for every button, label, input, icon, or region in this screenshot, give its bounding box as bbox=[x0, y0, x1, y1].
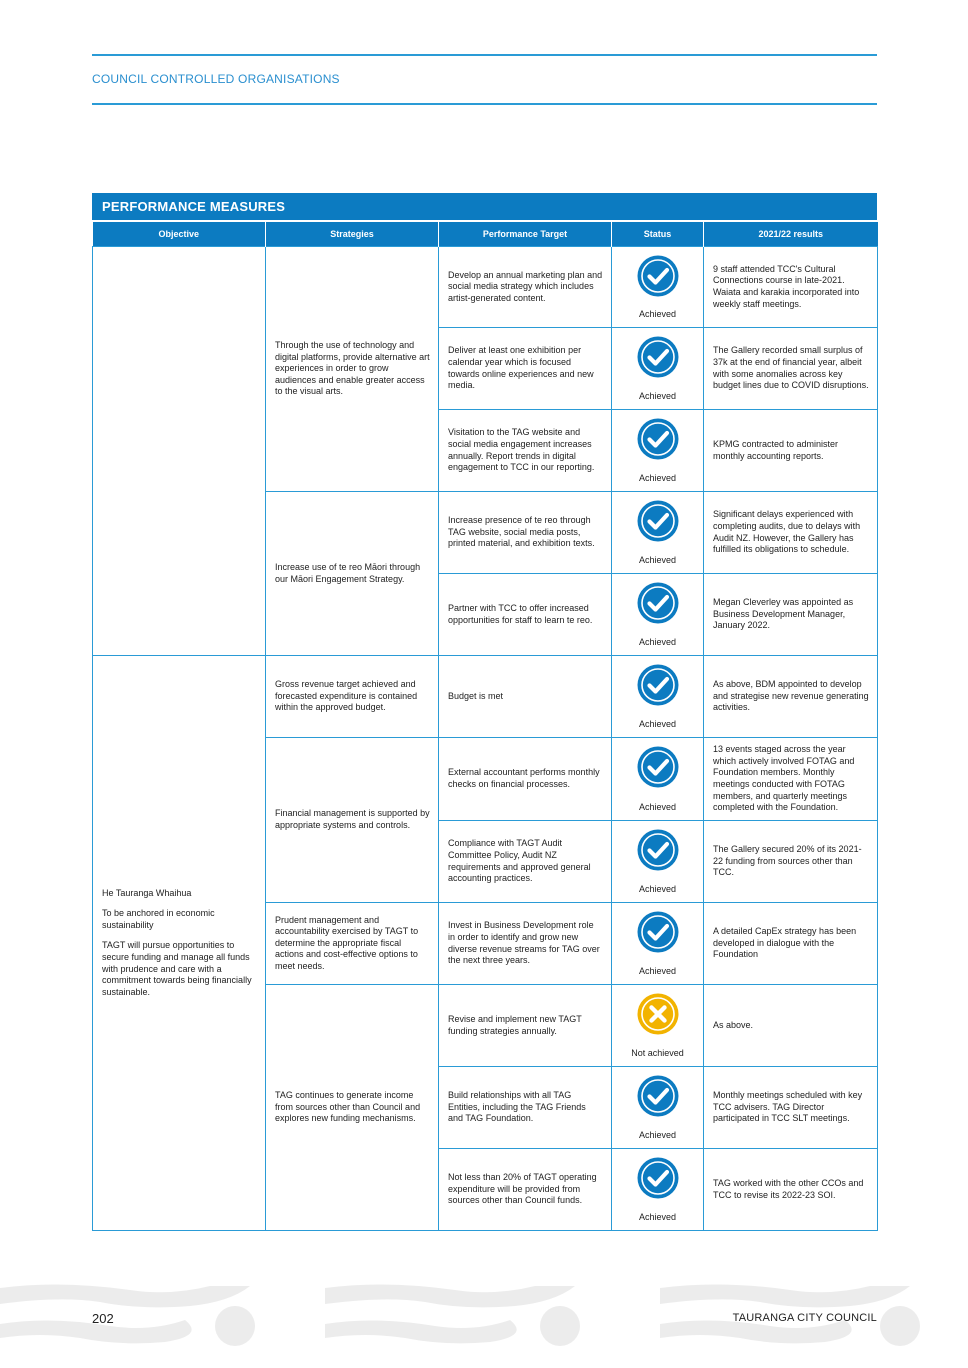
status-label: Achieved bbox=[638, 391, 677, 402]
column-header: Status bbox=[612, 222, 704, 247]
result-cell: Monthly meetings scheduled with key TCC advisers. TAG Director participated in TCC SLT meetings. bbox=[704, 1067, 878, 1149]
check-circle-icon bbox=[637, 746, 679, 788]
check-circle-icon bbox=[637, 582, 679, 624]
performance-target-cell: Revise and implement new TAGT funding strategies annually. bbox=[439, 985, 612, 1067]
performance-target-cell: Partner with TCC to offer increased opportunities for staff to learn te reo. bbox=[439, 574, 612, 656]
status-cell bbox=[612, 247, 704, 328]
status-cell bbox=[612, 328, 704, 410]
check-circle-icon bbox=[637, 418, 679, 460]
performance-target-cell: Develop an annual marketing plan and social media strategy which includes artist-generated content. bbox=[439, 247, 612, 328]
performance-target-cell: Budget is met bbox=[439, 656, 612, 738]
check-circle-icon bbox=[637, 255, 679, 297]
cross-circle-icon bbox=[637, 993, 679, 1035]
status-label: Not achieved bbox=[631, 1048, 684, 1059]
top-rule bbox=[92, 54, 877, 56]
performance-target-cell: Not less than 20% of TAGT operating expenditure will be provided from sources other than Council funds. bbox=[439, 1149, 612, 1231]
result-cell: 9 staff attended TCC's Cultural Connections course in late-2021. Waiata and karakia incorporated into weekly staff meetings. bbox=[704, 247, 878, 328]
result-cell: TAG worked with the other CCOs and TCC to revise its 2022-23 SOI. bbox=[704, 1149, 878, 1231]
header-rule bbox=[92, 103, 877, 105]
status-label: Achieved bbox=[638, 802, 677, 813]
result-cell: 13 events staged across the year which actively involved FOTAG and Foundation members. Monthly meetings conducted with FOTAG members, and quarterly meetings completed with the Foundation. bbox=[704, 738, 878, 821]
result-cell: Significant delays experienced with completing audits, due to delays with Audit NZ. However, the Gallery has fulfilled its obligations to schedule. bbox=[704, 492, 878, 574]
check-circle-icon bbox=[637, 500, 679, 542]
status-label: Achieved bbox=[638, 309, 677, 320]
status-cell bbox=[612, 656, 704, 738]
result-cell: The Gallery recorded small surplus of 37k at the end of financial year, albeit with some anomalies across key budget lines due to COVID disruptions. bbox=[704, 328, 878, 410]
status-label: Achieved bbox=[638, 637, 677, 648]
strategy-cell: Prudent management and accountability exercised by TAGT to determine the appropriate fiscal actions and cost-effective options to meet needs. bbox=[266, 903, 439, 985]
table-row bbox=[93, 656, 878, 738]
status-cell bbox=[612, 574, 704, 656]
table-row bbox=[93, 247, 878, 328]
status-label: Achieved bbox=[638, 473, 677, 484]
check-circle-icon bbox=[637, 1075, 679, 1117]
result-cell: As above. bbox=[704, 985, 878, 1067]
performance-target-cell: Visitation to the TAG website and social media engagement increases annually. Report trends in digital engagement to TCC in our reporting. bbox=[439, 410, 612, 492]
status-cell bbox=[612, 738, 704, 821]
performance-table bbox=[92, 222, 878, 1231]
performance-measures-panel bbox=[92, 193, 877, 1231]
check-circle-icon bbox=[637, 336, 679, 378]
performance-target-cell: Build relationships with all TAG Entities, including the TAG Friends and TAG Foundation. bbox=[439, 1067, 612, 1149]
check-circle-icon bbox=[637, 829, 679, 871]
status-cell bbox=[612, 821, 704, 903]
status-label: Achieved bbox=[638, 1130, 677, 1141]
result-cell: As above, BDM appointed to develop and strategise new revenue generating activities. bbox=[704, 656, 878, 738]
strategy-cell: Gross revenue target achieved and forecasted expenditure is contained within the approved budget. bbox=[266, 656, 439, 738]
performance-target-cell: External accountant performs monthly checks on financial processes. bbox=[439, 738, 612, 821]
objective-cell bbox=[93, 656, 266, 1231]
status-cell bbox=[612, 1149, 704, 1231]
status-cell bbox=[612, 903, 704, 985]
strategy-cell: TAG continues to generate income from sources other than Council and explores new funding mechanisms. bbox=[266, 985, 439, 1231]
strategy-cell: Through the use of technology and digital platforms, provide alternative art experiences in order to grow audiences and enable greater access to the visual arts. bbox=[266, 247, 439, 492]
column-header: Strategies bbox=[266, 222, 439, 247]
status-cell bbox=[612, 1067, 704, 1149]
objective-text: To be anchored in economic sustainability bbox=[102, 908, 215, 930]
status-label: Achieved bbox=[638, 966, 677, 977]
footer-org-name: TAURANGA CITY COUNCIL bbox=[732, 1312, 877, 1324]
check-circle-icon bbox=[637, 1157, 679, 1199]
performance-target-cell: Invest in Business Development role in order to identify and grow new diverse revenue streams for TAG over the next three years. bbox=[439, 903, 612, 985]
objective-cell bbox=[93, 247, 266, 656]
status-label: Achieved bbox=[638, 555, 677, 566]
status-label: Achieved bbox=[638, 1212, 677, 1223]
result-cell: KPMG contracted to administer monthly accounting reports. bbox=[704, 410, 878, 492]
section-title: COUNCIL CONTROLLED ORGANISATIONS bbox=[92, 72, 340, 86]
objective-text: He Tauranga Whaihua bbox=[102, 887, 192, 898]
strategy-cell: Increase use of te reo Māori through our Māori Engagement Strategy. bbox=[266, 492, 439, 656]
performance-target-cell: Increase presence of te reo through TAG website, social media posts, printed material, and exhibition texts. bbox=[439, 492, 612, 574]
column-header: Performance Target bbox=[439, 222, 612, 247]
strategy-cell: Financial management is supported by appropriate systems and controls. bbox=[266, 738, 439, 903]
check-circle-icon bbox=[637, 664, 679, 706]
result-cell: Megan Cleverley was appointed as Business Development Manager, January 2022. bbox=[704, 574, 878, 656]
objective-text: TAGT will pursue opportunities to secure funding and manage all funds with prudence and care with a commitment towards being financially sustainable. bbox=[102, 940, 252, 997]
performance-target-cell: Deliver at least one exhibition per calendar year which is focused towards online experiences and new media. bbox=[439, 328, 612, 410]
check-circle-icon bbox=[637, 911, 679, 953]
column-header: 2021/22 results bbox=[704, 222, 878, 247]
performance-target-cell: Compliance with TAGT Audit Committee Policy, Audit NZ requirements and approved general accounting practices. bbox=[439, 821, 612, 903]
column-header: Objective bbox=[93, 222, 266, 247]
status-label: Achieved bbox=[638, 884, 677, 895]
status-cell bbox=[612, 985, 704, 1067]
status-cell bbox=[612, 410, 704, 492]
table-header-row bbox=[93, 222, 878, 247]
status-label: Achieved bbox=[638, 719, 677, 730]
page-number: 202 bbox=[92, 1311, 114, 1326]
panel-title: PERFORMANCE MEASURES bbox=[92, 193, 877, 220]
status-cell bbox=[612, 492, 704, 574]
result-cell: The Gallery secured 20% of its 2021-22 funding from sources other than TCC. bbox=[704, 821, 878, 903]
result-cell: A detailed CapEx strategy has been developed in dialogue with the Foundation bbox=[704, 903, 878, 985]
